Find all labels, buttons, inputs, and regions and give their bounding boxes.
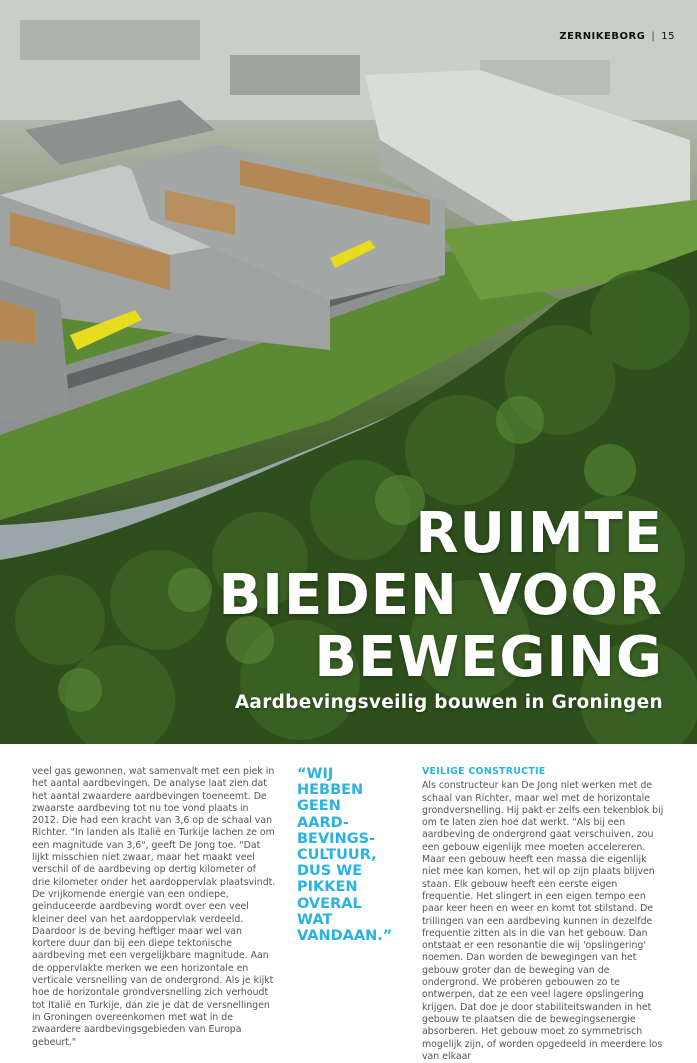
article-subtitle: Aardbevingsveilig bouwen in Groningen [234,692,663,713]
title-line-3: BEWEGING [314,625,663,690]
section-heading: VEILIGE CONSTRUCTIE [422,766,546,777]
building-block-corner [0,280,70,420]
section-name: ZERNIKEBORG [559,31,646,42]
article-title [218,503,663,689]
title-line-2: BIEDEN VOOR [218,563,663,628]
header-separator: | [651,31,656,42]
right-column [422,766,667,1063]
left-column [32,766,277,1049]
distant-buildings [230,55,360,95]
distant-buildings [20,20,200,60]
pull-quote: “WIJ HEBBEN GEEN AARD- BEVINGS- CULTUUR, DUS WE PIKKEN OVERAL WAT VANDAAN.” [297,766,393,945]
left-column-text: veel gas gewonnen, wat samenvalt met een piek in het aantal aardbevingen. De analyse laat zien dat het aantal zwaardere aardbevingen toeneemt. De zwaarste aardbeving tot nu toe vond plaats in 2012. Die had een kracht van 3,6 op de schaal van Richter. "In landen als Italië en Turkije lachen ze om een magnitude van 3,6", geeft De Jong toe. "Dat lijkt misschien niet zwaar, maar het maakt veel verschil of de aardbeving op dertig kilometer of drie kilometer onder het aardoppervlak plaatsvindt. De vrijkomende energie van een ondiepe, geïnduceerde aardbeving wordt over een veel kleiner deel van het aardoppervlak verdeeld. Daardoor is de beving heftiger maar wel van kortere duur dan bij een diepe tektonische aardbeving met een vergelijkbare magnitude. Aan de oppervlakte merken we een horizontale en verticale versnelling van de ondergrond. Als je kijkt hoe de horizontale grondversnelling zich verhoudt tot Italië en Turkije, dan zie je dat de versnellingen in Groningen overeenkomen met wat in de zwaardere aardbevingsgebieden van Europa gebeurt." [32,766,276,1048]
page-number: 15 [661,31,675,42]
running-head [559,31,675,42]
right-column-text: Als constructeur kan De Jong niet werken met de schaal van Richter, maar wel met de horizontale grondversnelling. Hij pakt er zelfs een tekenblok bij om te laten zien hoe dat werkt. "Als bij een aardbeving de ondergrond gaat verschuiven, zou een gebouw eigenlijk mee moeten accelereren. Maar een gebouw heeft een massa die eigenlijk niet mee kan komen, het wil op zijn plaats blijven staan. Elk gebouw heeft een eerste eigen frequentie. Het slingert in een eigen tempo een paar keer heen en weer en komt tot stilstand. De trillingen van een aardbeving kunnen in dezelfde frequentie zitten als in die van het gebouw. Dan ontstaat er een resonantie die wij 'opslingering' noemen. Dan worden de bewegingen van het gebouw groter dan de beweging van de ondergrond. We proberen gebouwen zo te ontwerpen, dat ze een veel lagere opslingering krijgen. Dat doe je door stabiliteitswanden in het gebouw te plaatsen die de bewegingsenergie absorberen. Het gebouw moet zo symmetrisch mogelijk zijn, of worden opgedeeld in meerdere los van elkaar [422,780,664,1062]
title-line-1: RUIMTE [415,501,663,566]
